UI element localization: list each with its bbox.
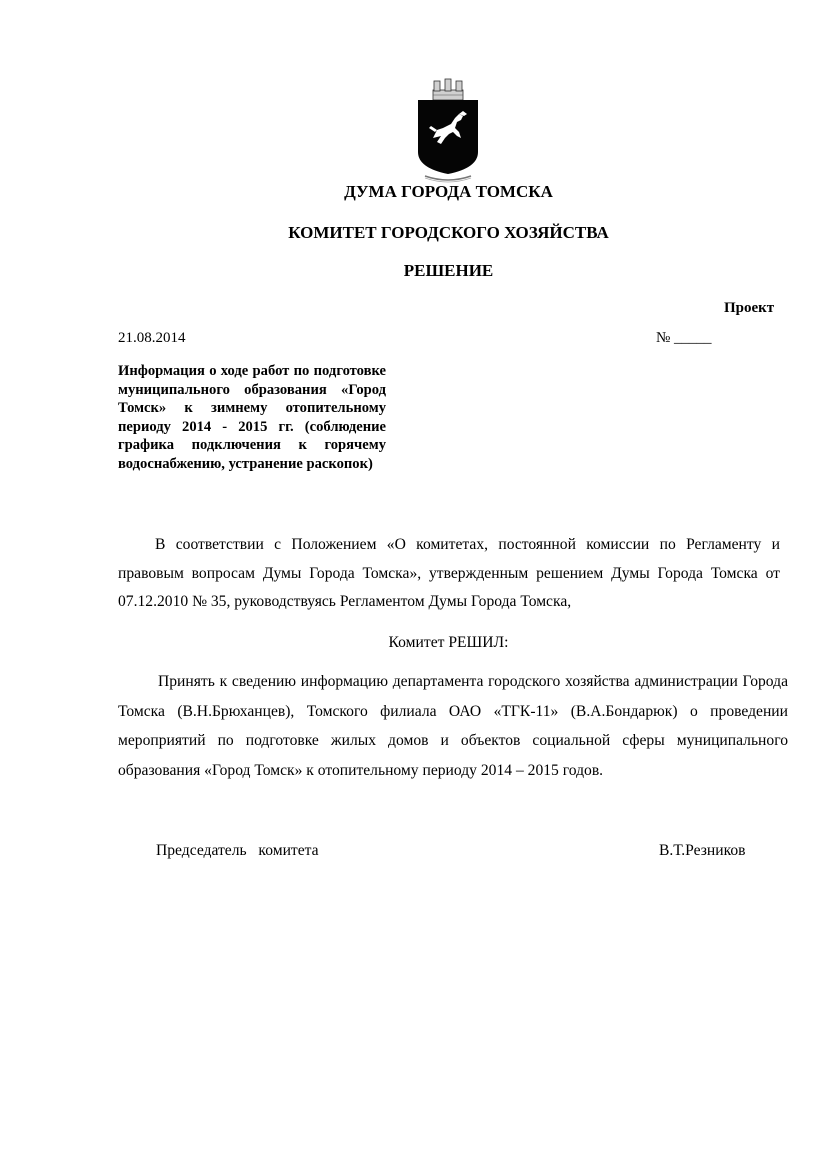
signature-title: Председатель комитета [156,842,319,859]
draft-label: Проект [724,300,775,316]
preamble-paragraph: В соответствии с Положением «О комитетах, постоянной комиссии по Регламенту и правовым вопросам Думы Города Томска», утвержденным решением Думы Города Томска от 07.12.2010 № 35, руководствуясь Регламентом Думы Города Томска, [118,536,780,610]
city-emblem-icon [415,78,481,184]
document-date: 21.08.2014 [118,330,186,346]
document-type: РЕШЕНИЕ [403,261,494,280]
resolved-line: Комитет РЕШИЛ: [388,634,509,651]
decision-paragraph: Принять к сведению информацию департамента городского хозяйства администрации Города Томска (В.Н.Брюханцев), Томского филиала ОАО «ТГК-11» (В.А.Бондарюк) о проведении мероприятий по подготовке жилых домов и объектов социальной сферы муниципального образования «Город Томск» к отопительному периоду 2014 – 2015 годов. [118,673,788,779]
duma-title: ДУМА ГОРОДА ТОМСКА [344,182,553,201]
document-number: № _____ [656,330,712,346]
committee-title: КОМИТЕТ ГОРОДСКОГО ХОЗЯЙСТВА [288,223,609,242]
signature-name: В.Т.Резников [659,842,746,859]
subject-heading: Информация о ходе работ по подготовке муниципального образования «Город Томск» к зимнему отопительному периоду 2014 - 2015 гг. (соблюдение графика подключения к горячему водоснабжению, устранение раскопок) [118,363,386,472]
